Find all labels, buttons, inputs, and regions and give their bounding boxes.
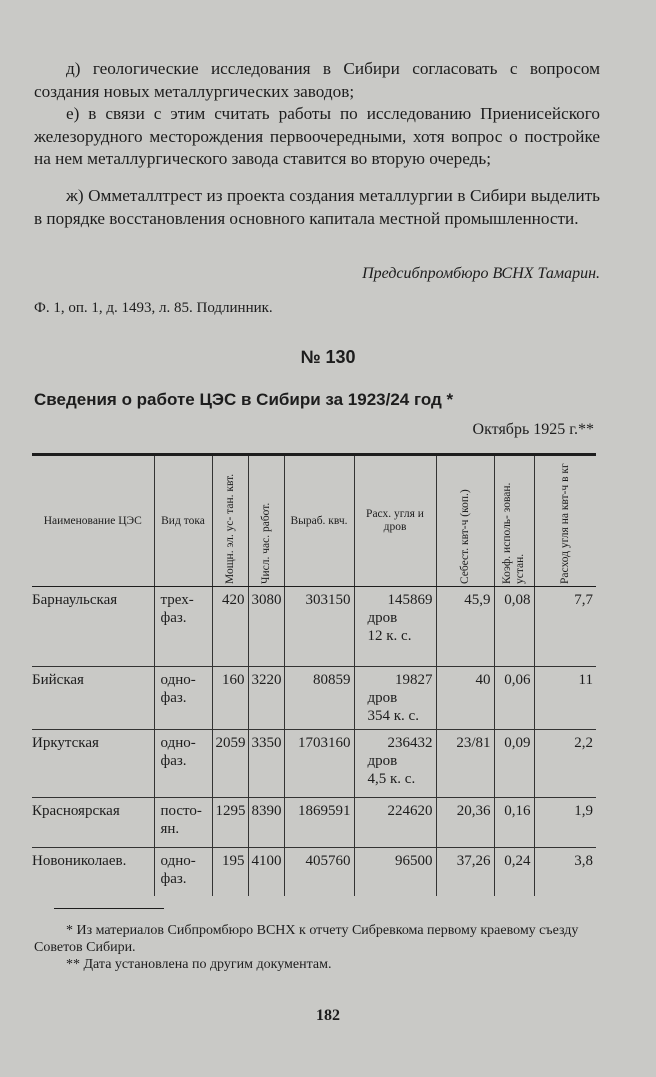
header-cost: Себест. квт-ч (коп.) [436, 455, 494, 587]
paragraph-d: д) геологические исследования в Сибири согласовать с вопросом создания новых металлургических заводов; [34, 59, 600, 101]
header-hours: Числ. час. работ. [248, 455, 284, 587]
footnote-2: ** Дата установлена по другим документам. [66, 957, 332, 972]
signature: Предсибпромбюро ВСНХ Тамарин. [362, 265, 600, 282]
footnote-divider [54, 908, 164, 909]
page-number: 182 [316, 1007, 340, 1024]
header-fuel: Расх. угля и дров [354, 455, 436, 587]
header-power: Мощн. эл. ус- тан. квт. [212, 455, 248, 587]
paragraph-e: е) в связи с этим считать работы по исследованию Приенисейского железорудного месторождения первоочередными, хотя вопрос о постройке на нем металлургического завода ставится во вторую очередь; [34, 104, 600, 169]
table-row: Бийская одно- фаз. 160 3220 80859 19827 дров 354 к. с. 40 0,06 11 [32, 667, 596, 730]
document-date: Октябрь 1925 г.** [472, 421, 594, 438]
footnote-1: * Из материалов Сибпромбюро ВСНХ к отчету Сибревкома первому краевому съезду Советов Сибири. [34, 923, 579, 955]
header-name: Наименование ЦЭС [32, 455, 154, 587]
header-type: Вид тока [154, 455, 212, 587]
table-row: Красноярская посто- ян. 1295 8390 1869591 224620 20,36 0,16 1,9 [32, 798, 596, 848]
document-title: Сведения о работе ЦЭС в Сибири за 1923/24 год * [34, 390, 454, 409]
document-number: № 130 [300, 347, 356, 367]
archive-source: Ф. 1, оп. 1, д. 1493, л. 85. Подлинник. [34, 300, 273, 316]
table-header-row [32, 455, 596, 587]
paragraph-zh: ж) Омметаллтрест из проекта создания металлургии в Сибири выделить в порядке восстановления основного капитала местной промышленности. [34, 186, 600, 228]
header-coef: Коэф. исполь- зован. устан. [494, 455, 534, 587]
table-row: Новониколаев. одно- фаз. 195 4100 405760 96500 37,26 0,24 3,8 [32, 848, 596, 896]
table-row: Иркутская одно- фаз. 2059 3350 1703160 236432 дров 4,5 к. с. 23/81 0,09 2,2 [32, 730, 596, 798]
stations-table [32, 453, 596, 896]
footnotes [34, 922, 590, 973]
header-coal-rate: Расход угля на квт-ч в кг [534, 455, 596, 587]
table-row: Барнаульская трех- фаз. 420 3080 303150 145869 дров 12 к. с. 45,9 0,08 7,7 [32, 587, 596, 667]
header-output: Выраб. квч. [284, 455, 354, 587]
